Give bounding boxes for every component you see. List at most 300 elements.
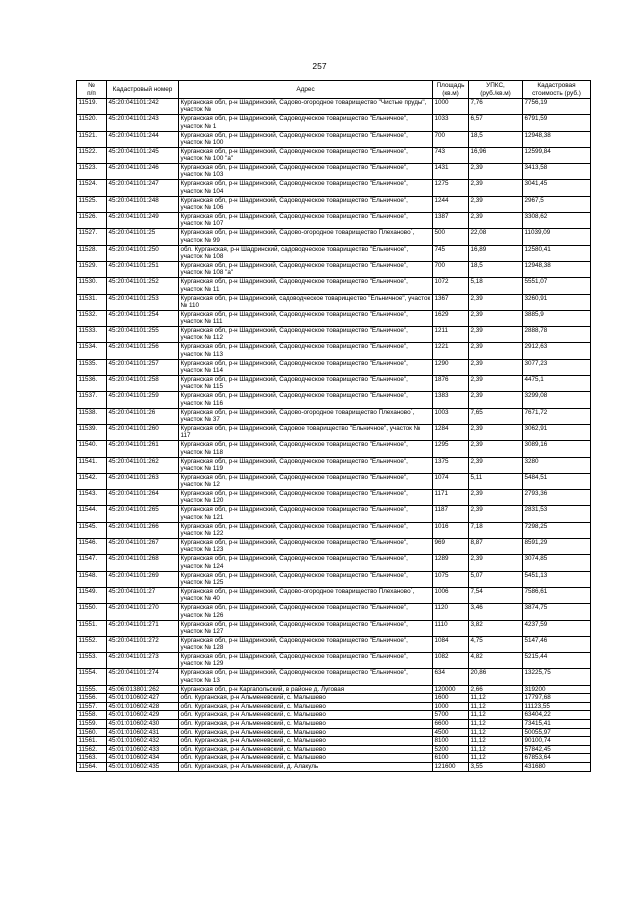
row-number-cell: 11551. [77, 620, 107, 636]
table-row [77, 310, 591, 326]
area-cell: 1295 [433, 441, 469, 457]
table-row [77, 754, 591, 763]
row-number-cell: 11558. [77, 711, 107, 720]
row-number-cell: 11530. [77, 278, 107, 294]
cadastral-value-cell: 11123,55 [523, 702, 591, 711]
area-cell: 1082 [433, 653, 469, 669]
row-number-cell: 11550. [77, 604, 107, 620]
address-cell: Курганская обл, р-н Шадринский, Садоводческое товарищество "Ельничное", участок № 123 [179, 539, 433, 555]
address-cell: Курганская обл, р-н Шадринский, Садоводческое товарищество "Ельничное", участок № 11 [179, 278, 433, 294]
upks-cell: 7,54 [469, 587, 523, 603]
cadastral-number-cell: 45:20:041101:252 [107, 278, 179, 294]
row-number-cell: 11562. [77, 745, 107, 754]
cadastral-number-cell: 45:01:010602:430 [107, 720, 179, 729]
cadastral-number-cell: 45:06:013801:262 [107, 685, 179, 694]
upks-cell: 11,12 [469, 754, 523, 763]
upks-cell: 11,12 [469, 745, 523, 754]
row-number-cell: 11527. [77, 229, 107, 245]
upks-cell: 11,12 [469, 694, 523, 703]
cadastral-number-cell: 45:01:010602:432 [107, 737, 179, 746]
upks-cell: 3,46 [469, 604, 523, 620]
cadastral-value-cell: 3077,23 [523, 359, 591, 375]
area-cell: 1221 [433, 343, 469, 359]
cadastral-value-cell: 12948,38 [523, 131, 591, 147]
table-row [77, 539, 591, 555]
cadastral-value-cell: 2888,78 [523, 327, 591, 343]
upks-cell: 5,11 [469, 473, 523, 489]
cadastral-number-cell: 45:20:041101:262 [107, 457, 179, 473]
row-number-cell: 11534. [77, 343, 107, 359]
upks-cell: 5,18 [469, 278, 523, 294]
cadastral-value-cell: 13225,75 [523, 669, 591, 685]
table-row [77, 99, 591, 115]
table-row [77, 506, 591, 522]
header-number: № п/п [77, 81, 107, 99]
cadastral-number-cell: 45:20:041101:244 [107, 131, 179, 147]
area-cell: 634 [433, 669, 469, 685]
row-number-cell: 11554. [77, 669, 107, 685]
address-cell: обл. Курганская, р-н Альменевский, с. Малышево [179, 694, 433, 703]
cadastral-value-cell: 7298,25 [523, 522, 591, 538]
address-cell: Курганская обл, р-н Шадринский, Садоводческое товарищество "Ельничное", участок № 121 [179, 506, 433, 522]
header-upks: УПКС, (руб./кв.м) [469, 81, 523, 99]
cadastral-number-cell: 45:20:041101:243 [107, 115, 179, 131]
area-cell: 1387 [433, 213, 469, 229]
area-cell: 1284 [433, 424, 469, 440]
cadastral-value-cell: 4475,1 [523, 376, 591, 392]
table-row [77, 196, 591, 212]
upks-cell: 3,82 [469, 620, 523, 636]
table-row [77, 408, 591, 424]
cadastral-value-cell: 50055,97 [523, 728, 591, 737]
address-cell: Курганская обл, р-н Шадринский, Садоводческое товарищество "Ельничное", участок № 100 "а" [179, 147, 433, 163]
table-row [77, 131, 591, 147]
cadastral-value-cell: 2912,63 [523, 343, 591, 359]
address-cell: Курганская обл, р-н Каргапольский, в районе д. Луговая [179, 685, 433, 694]
row-number-cell: 11547. [77, 555, 107, 571]
cadastral-value-cell: 5147,46 [523, 636, 591, 652]
upks-cell: 2,39 [469, 343, 523, 359]
cadastral-value-cell: 7756,19 [523, 99, 591, 115]
table-row [77, 392, 591, 408]
cadastral-value-cell: 6791,59 [523, 115, 591, 131]
area-cell: 120000 [433, 685, 469, 694]
area-cell: 6600 [433, 720, 469, 729]
row-number-cell: 11532. [77, 310, 107, 326]
cadastral-value-cell: 5551,07 [523, 278, 591, 294]
area-cell: 1033 [433, 115, 469, 131]
table-row [77, 327, 591, 343]
address-cell: Курганская обл, р-н Шадринский, Садоводческое товарищество "Ельничное", участок № 113 [179, 343, 433, 359]
area-cell: 1075 [433, 571, 469, 587]
cadastral-value-cell: 63404,22 [523, 711, 591, 720]
address-cell: Курганская обл, р-н Шадринский, Садоводческое товарищество "Ельничное", участок № 122 [179, 522, 433, 538]
cadastral-value-cell: 12580,41 [523, 245, 591, 261]
cadastral-value-cell: 3089,16 [523, 441, 591, 457]
table-row [77, 343, 591, 359]
header-area: Площадь (кв.м) [433, 81, 469, 99]
row-number-cell: 11552. [77, 636, 107, 652]
table-row [77, 763, 591, 772]
cadastral-number-cell: 45:20:041101:253 [107, 294, 179, 310]
cadastral-number-cell: 45:01:010602:427 [107, 694, 179, 703]
cadastral-value-cell: 3280 [523, 457, 591, 473]
upks-cell: 4,82 [469, 653, 523, 669]
upks-cell: 2,39 [469, 213, 523, 229]
row-number-cell: 11538. [77, 408, 107, 424]
area-cell: 1431 [433, 164, 469, 180]
address-cell: обл. Курганская, р-н Альменевский, с. Малышево [179, 745, 433, 754]
address-cell: Курганская обл, р-н Шадринский, Садоводческое товарищество "Ельничное", участок № 126 [179, 604, 433, 620]
table-row [77, 745, 591, 754]
row-number-cell: 11556. [77, 694, 107, 703]
address-cell: Курганская обл, р-н Шадринский, Садоводческое товарищество "Ельничное", участок № 103 [179, 164, 433, 180]
cadastral-value-cell: 5451,13 [523, 571, 591, 587]
upks-cell: 8,87 [469, 539, 523, 555]
address-cell: Курганская обл, р-н Шадринский, Садоводческое товарищество "Ельничное", участок № 104 [179, 180, 433, 196]
row-number-cell: 11535. [77, 359, 107, 375]
header-cadastral-value: Кадастровая стоимость (руб.) [523, 81, 591, 99]
row-number-cell: 11531. [77, 294, 107, 310]
row-number-cell: 11526. [77, 213, 107, 229]
area-cell: 4500 [433, 728, 469, 737]
address-cell: обл. Курганская, р-н Шадринский, садоводческое товарищество "Ельничное", участок № 108 [179, 245, 433, 261]
cadastral-number-cell: 45:20:041101:261 [107, 441, 179, 457]
row-number-cell: 11544. [77, 506, 107, 522]
cadastral-value-cell: 3308,62 [523, 213, 591, 229]
upks-cell: 2,39 [469, 310, 523, 326]
upks-cell: 2,39 [469, 376, 523, 392]
upks-cell: 20,86 [469, 669, 523, 685]
cadastral-value-cell: 3874,75 [523, 604, 591, 620]
upks-cell: 2,39 [469, 441, 523, 457]
area-cell: 1003 [433, 408, 469, 424]
table-row [77, 685, 591, 694]
table-row [77, 669, 591, 685]
cadastral-number-cell: 45:20:041101:256 [107, 343, 179, 359]
area-cell: 121600 [433, 763, 469, 772]
address-cell: Курганская обл, р-н Шадринский, Садоводческое товарищество "Ельничное", участок № 100 [179, 131, 433, 147]
cadastral-number-cell: 45:01:010602:433 [107, 745, 179, 754]
upks-cell: 2,39 [469, 555, 523, 571]
table-header-row [77, 81, 591, 99]
cadastral-number-cell: 45:20:041101:251 [107, 261, 179, 277]
cadastral-number-cell: 45:20:041101:258 [107, 376, 179, 392]
table-row [77, 720, 591, 729]
table-row [77, 702, 591, 711]
area-cell: 969 [433, 539, 469, 555]
row-number-cell: 11521. [77, 131, 107, 147]
table-row [77, 278, 591, 294]
cadastral-number-cell: 45:01:010602:428 [107, 702, 179, 711]
cadastral-value-cell: 90100,74 [523, 737, 591, 746]
area-cell: 1244 [433, 196, 469, 212]
cadastral-number-cell: 45:20:041101:260 [107, 424, 179, 440]
table-row [77, 441, 591, 457]
cadastral-number-cell: 45:20:041101:272 [107, 636, 179, 652]
area-cell: 1187 [433, 506, 469, 522]
area-cell: 1171 [433, 490, 469, 506]
upks-cell: 11,12 [469, 702, 523, 711]
cadastral-value-cell: 3062,91 [523, 424, 591, 440]
cadastral-number-cell: 45:20:041101:264 [107, 490, 179, 506]
table-row [77, 424, 591, 440]
upks-cell: 11,12 [469, 711, 523, 720]
row-number-cell: 11559. [77, 720, 107, 729]
cadastral-value-cell: 57842,45 [523, 745, 591, 754]
address-cell: обл. Курганская, р-н Альменевский, с. Малышево [179, 754, 433, 763]
cadastral-number-cell: 45:20:041101:26 [107, 408, 179, 424]
row-number-cell: 11553. [77, 653, 107, 669]
cadastral-number-cell: 45:20:041101:267 [107, 539, 179, 555]
row-number-cell: 11519. [77, 99, 107, 115]
area-cell: 700 [433, 131, 469, 147]
table-row [77, 359, 591, 375]
address-cell: Курганская обл, р-н Шадринский, Садоводческое товарищество "Ельничное", участок № 115 [179, 376, 433, 392]
address-cell: Курганская обл, р-н Шадринский, Садовое товарищество "Ельничное", участок № 117 [179, 424, 433, 440]
upks-cell: 2,39 [469, 392, 523, 408]
area-cell: 1000 [433, 99, 469, 115]
cadastral-value-cell: 319200 [523, 685, 591, 694]
address-cell: Курганская обл, р-н Шадринский, Садово-огородное товарищество Плеханово`, участок № 37 [179, 408, 433, 424]
row-number-cell: 11536. [77, 376, 107, 392]
cadastral-number-cell: 45:20:041101:250 [107, 245, 179, 261]
area-cell: 1072 [433, 278, 469, 294]
row-number-cell: 11549. [77, 587, 107, 603]
cadastral-number-cell: 45:20:041101:271 [107, 620, 179, 636]
cadastral-value-cell: 3885,9 [523, 310, 591, 326]
address-cell: Курганская обл, р-н Шадринский, Садоводческое товарищество "Ельничное", участок № 128 [179, 636, 433, 652]
address-cell: Курганская обл, р-н Шадринский, Садоводческое товарищество "Ельничное", участок № 1 [179, 115, 433, 131]
cadastral-number-cell: 45:20:041101:266 [107, 522, 179, 538]
address-cell: Курганская обл, р-н Шадринский, Садоводческое товарищество "Ельничное", участок № 116 [179, 392, 433, 408]
address-cell: Курганская обл, р-н Шадринский, Садоводческое товарищество "Ельничное", участок № 114 [179, 359, 433, 375]
address-cell: Курганская обл, р-н Шадринский, Садоводческое товарищество "Ельничное", участок № 106 [179, 196, 433, 212]
upks-cell: 4,75 [469, 636, 523, 652]
address-cell: Курганская обл, р-н Шадринский, Садоводческое товарищество "Ельничное", участок № 112 [179, 327, 433, 343]
cadastral-value-cell: 11039,09 [523, 229, 591, 245]
row-number-cell: 11561. [77, 737, 107, 746]
cadastral-number-cell: 45:20:041101:270 [107, 604, 179, 620]
address-cell: Курганская обл, р-н Шадринский, Садоводческое товарищество "Ельничное", участок № 118 [179, 441, 433, 457]
cadastral-number-cell: 45:20:041101:25 [107, 229, 179, 245]
address-cell: Курганская обл, р-н Шадринский, Садово-огородное товарищество Плеханово`, участок № 40 [179, 587, 433, 603]
address-cell: обл. Курганская, р-н Альменевский, с. Малышево [179, 702, 433, 711]
table-row [77, 490, 591, 506]
address-cell: Курганская обл, р-н Шадринский, Садоводческое товарищество "Ельничное", участок № 111 [179, 310, 433, 326]
cadastral-number-cell: 45:20:041101:248 [107, 196, 179, 212]
row-number-cell: 11542. [77, 473, 107, 489]
area-cell: 1211 [433, 327, 469, 343]
table-row [77, 587, 591, 603]
cadastral-number-cell: 45:01:010602:431 [107, 728, 179, 737]
cadastral-value-cell: 3413,58 [523, 164, 591, 180]
upks-cell: 2,39 [469, 490, 523, 506]
address-cell: Курганская обл, р-н Шадринский, Садоводческое товарищество "Ельничное", участок № 120 [179, 490, 433, 506]
cadastral-value-cell: 7671,72 [523, 408, 591, 424]
cadastral-value-cell: 2831,53 [523, 506, 591, 522]
row-number-cell: 11563. [77, 754, 107, 763]
row-number-cell: 11541. [77, 457, 107, 473]
row-number-cell: 11524. [77, 180, 107, 196]
row-number-cell: 11546. [77, 539, 107, 555]
cadastral-number-cell: 45:20:041101:273 [107, 653, 179, 669]
address-cell: обл. Курганская, р-н Альменевский, с. Малышево [179, 711, 433, 720]
row-number-cell: 11528. [77, 245, 107, 261]
area-cell: 1120 [433, 604, 469, 620]
area-cell: 1629 [433, 310, 469, 326]
cadastral-value-cell: 4237,59 [523, 620, 591, 636]
address-cell: Курганская обл, р-н Шадринский, Садоводческое товарищество "Ельничное", участок № 13 [179, 669, 433, 685]
cadastral-value-cell: 67853,64 [523, 754, 591, 763]
row-number-cell: 11533. [77, 327, 107, 343]
upks-cell: 16,89 [469, 245, 523, 261]
cadastral-number-cell: 45:20:041101:246 [107, 164, 179, 180]
area-cell: 745 [433, 245, 469, 261]
area-cell: 1289 [433, 555, 469, 571]
cadastral-value-cell: 12599,84 [523, 147, 591, 163]
cadastral-value-cell: 7586,61 [523, 587, 591, 603]
cadastral-number-cell: 45:01:010602:429 [107, 711, 179, 720]
address-cell: Курганская обл, р-н Шадринский, Садоводческое товарищество "Ельничное", участок № 108 "а" [179, 261, 433, 277]
address-cell: Курганская обл, р-н Шадринский, Садоводческое товарищество "Ельничное", участок № 12 [179, 473, 433, 489]
address-cell: Курганская обл, р-н Шадринский, Садоводческое товарищество "Ельничное", участок № 124 [179, 555, 433, 571]
area-cell: 1290 [433, 359, 469, 375]
cadastral-number-cell: 45:20:041101:27 [107, 587, 179, 603]
cadastral-value-cell: 12948,38 [523, 261, 591, 277]
table-row [77, 180, 591, 196]
address-cell: Курганская обл, р-н Шадринский, Садоводческое товарищество "Ельничное", участок № 127 [179, 620, 433, 636]
upks-cell: 11,12 [469, 720, 523, 729]
cadastral-value-cell: 3041,45 [523, 180, 591, 196]
cadastral-number-cell: 45:20:041101:249 [107, 213, 179, 229]
area-cell: 1074 [433, 473, 469, 489]
cadastral-number-cell: 45:01:010602:435 [107, 763, 179, 772]
table-row [77, 261, 591, 277]
cadastral-value-cell: 431680 [523, 763, 591, 772]
cadastral-number-cell: 45:20:041101:247 [107, 180, 179, 196]
upks-cell: 5,07 [469, 571, 523, 587]
row-number-cell: 11523. [77, 164, 107, 180]
page-number: 257 [312, 61, 327, 71]
area-cell: 1006 [433, 587, 469, 603]
cadastral-number-cell: 45:20:041101:269 [107, 571, 179, 587]
table-row [77, 147, 591, 163]
upks-cell: 2,66 [469, 685, 523, 694]
area-cell: 8100 [433, 737, 469, 746]
table-row [77, 522, 591, 538]
row-number-cell: 11537. [77, 392, 107, 408]
address-cell: обл. Курганская, р-н Альменевский, с. Малышево [179, 728, 433, 737]
upks-cell: 7,76 [469, 99, 523, 115]
area-cell: 1084 [433, 636, 469, 652]
area-cell: 1275 [433, 180, 469, 196]
upks-cell: 2,39 [469, 294, 523, 310]
table-row [77, 213, 591, 229]
cadastral-number-cell: 45:20:041101:245 [107, 147, 179, 163]
row-number-cell: 11539. [77, 424, 107, 440]
address-cell: Курганская обл, р-н Шадринский, Садово-огородное товарищество Плеханово`, участок № 99 [179, 229, 433, 245]
row-number-cell: 11548. [77, 571, 107, 587]
cadastral-number-cell: 45:20:041101:255 [107, 327, 179, 343]
cadastral-number-cell: 45:20:041101:274 [107, 669, 179, 685]
table-row [77, 694, 591, 703]
cadastral-number-cell: 45:20:041101:242 [107, 99, 179, 115]
area-cell: 1600 [433, 694, 469, 703]
table-row [77, 604, 591, 620]
header-cadastral-number: Кадастровый номер [107, 81, 179, 99]
cadastral-value-cell: 3299,08 [523, 392, 591, 408]
upks-cell: 2,39 [469, 164, 523, 180]
cadastral-value-cell: 3074,85 [523, 555, 591, 571]
area-cell: 1375 [433, 457, 469, 473]
row-number-cell: 11520. [77, 115, 107, 131]
table-row [77, 571, 591, 587]
area-cell: 1383 [433, 392, 469, 408]
address-cell: Курганская обл, р-н Шадринский, Садоводческое товарищество "Ельничное", участок № 129 [179, 653, 433, 669]
table-row [77, 245, 591, 261]
cadastral-value-cell: 2793,36 [523, 490, 591, 506]
upks-cell: 7,65 [469, 408, 523, 424]
address-cell: Курганская обл, р-н Шадринский, Садоводческое товарищество "Ельничное", участок № 119 [179, 457, 433, 473]
table-row [77, 636, 591, 652]
address-cell: Курганская обл, р-н Шадринский, Садово-огородное товарищество "Чистые пруды", участок № [179, 99, 433, 115]
upks-cell: 22,08 [469, 229, 523, 245]
table-row [77, 229, 591, 245]
area-cell: 1367 [433, 294, 469, 310]
row-number-cell: 11560. [77, 728, 107, 737]
row-number-cell: 11555. [77, 685, 107, 694]
upks-cell: 11,12 [469, 728, 523, 737]
cadastral-value-table [76, 80, 591, 772]
area-cell: 6100 [433, 754, 469, 763]
area-cell: 1000 [433, 702, 469, 711]
table-row [77, 473, 591, 489]
upks-cell: 2,39 [469, 457, 523, 473]
upks-cell: 7,18 [469, 522, 523, 538]
address-cell: обл. Курганская, р-н Альменевский, с. Малышево [179, 720, 433, 729]
upks-cell: 2,39 [469, 506, 523, 522]
table-row [77, 164, 591, 180]
upks-cell: 3,55 [469, 763, 523, 772]
header-address: Адрес [179, 81, 433, 99]
cadastral-number-cell: 45:20:041101:265 [107, 506, 179, 522]
cadastral-number-cell: 45:20:041101:263 [107, 473, 179, 489]
upks-cell: 2,39 [469, 359, 523, 375]
cadastral-value-cell: 3260,91 [523, 294, 591, 310]
table-row [77, 376, 591, 392]
cadastral-value-cell: 5215,44 [523, 653, 591, 669]
upks-cell: 2,39 [469, 180, 523, 196]
cadastral-value-cell: 8591,29 [523, 539, 591, 555]
address-cell: обл. Курганская, р-н Альменевский, д. Алакуль [179, 763, 433, 772]
upks-cell: 6,57 [469, 115, 523, 131]
address-cell: Курганская обл, р-н Шадринский, Садоводческое товарищество "Ельничное", участок № 125 [179, 571, 433, 587]
address-cell: Курганская обл, р-н Шадринский, садоводческое товарищество "Ельничное", участок № 110 [179, 294, 433, 310]
address-cell: Курганская обл, р-н Шадринский, Садоводческое товарищество "Ельничное", участок № 107 [179, 213, 433, 229]
upks-cell: 2,39 [469, 196, 523, 212]
row-number-cell: 11545. [77, 522, 107, 538]
upks-cell: 18,5 [469, 131, 523, 147]
area-cell: 5200 [433, 745, 469, 754]
row-number-cell: 11540. [77, 441, 107, 457]
row-number-cell: 11557. [77, 702, 107, 711]
table-row [77, 653, 591, 669]
cadastral-value-cell: 2967,5 [523, 196, 591, 212]
row-number-cell: 11525. [77, 196, 107, 212]
cadastral-value-cell: 5484,51 [523, 473, 591, 489]
area-cell: 1016 [433, 522, 469, 538]
